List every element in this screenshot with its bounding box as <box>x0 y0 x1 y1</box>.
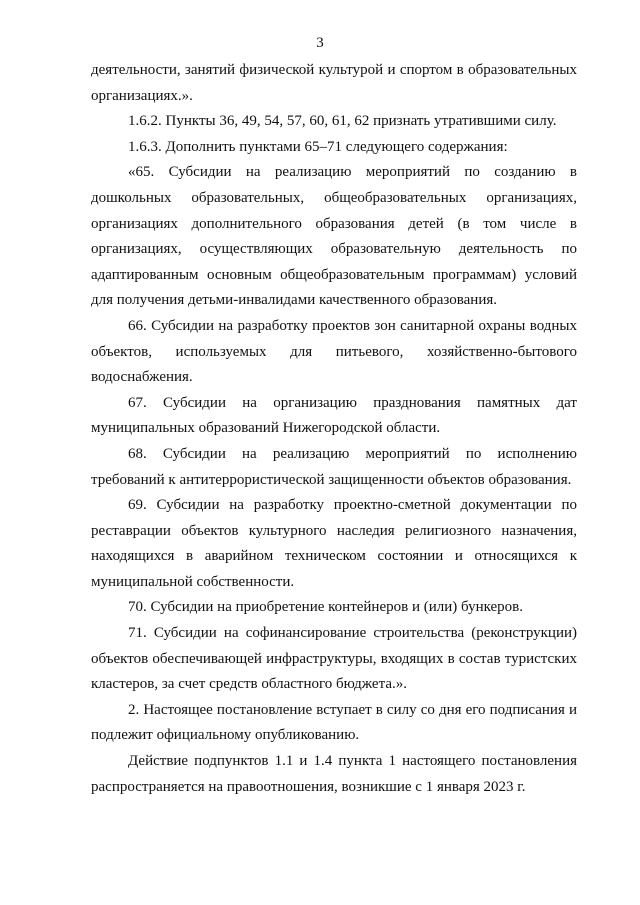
paragraph-item-66: 66. Субсидии на разработку проектов зон санитарной охраны водных объектов, используемых для питьевого, хозяйственно-бытового водоснабжения. <box>91 317 577 386</box>
paragraph-item-70: 70. Субсидии на приобретение контейнеров и (или) бункеров. <box>128 599 524 616</box>
paragraph-item-68: 68. Субсидии на реализацию мероприятий по исполнению требований к антитеррористической защищенности объектов образования. <box>91 445 577 488</box>
paragraph-item-67: 67. Субсидии на организацию празднования памятных дат муниципальных образований Нижегородской области. <box>91 394 577 437</box>
document-body <box>91 58 577 800</box>
paragraph-1-6-2: 1.6.2. Пункты 36, 49, 54, 57, 60, 61, 62 признать утратившими силу. <box>128 113 557 130</box>
page-number: 3 <box>316 35 324 51</box>
paragraph-item-71: 71. Субсидии на софинансирование строительства (реконструкции) объектов обеспечивающей инфраструктуры, входящих в состав туристских кластеров, за счет средств областного бюджета.». <box>91 625 577 693</box>
paragraph-item-69: 69. Субсидии на разработку проектно-сметной документации по реставрации объектов культурного наследия религиозного назначения, находящихся в аварийном техническом состоянии и относящихся к муниципальной собственности. <box>91 497 577 590</box>
paragraph-1-6-3: 1.6.3. Дополнить пунктами 65–71 следующего содержания: <box>128 138 508 155</box>
paragraph-section-2: 2. Настоящее постановление вступает в силу со дня его подписания и подлежит официальному опубликованию. <box>91 701 577 744</box>
paragraph-effective-date: Действие подпунктов 1.1 и 1.4 пункта 1 настоящего постановления распространяется на правоотношения, возникшие с 1 января 2023 г. <box>91 753 577 795</box>
paragraph-continuation: деятельности, занятий физической культурой и спортом в образовательных организациях.». <box>91 62 577 104</box>
paragraph-item-65: «65. Субсидии на реализацию мероприятий по созданию в дошкольных образовательных, общеобразовательных организациях, организациях дополнительного образования детей (в том числе в организациях, осуществляющих образовательную деятельность по адаптированным основным общеобразовательным программам) условий для получения детьми-инвалидами качественного образования. <box>91 164 577 309</box>
